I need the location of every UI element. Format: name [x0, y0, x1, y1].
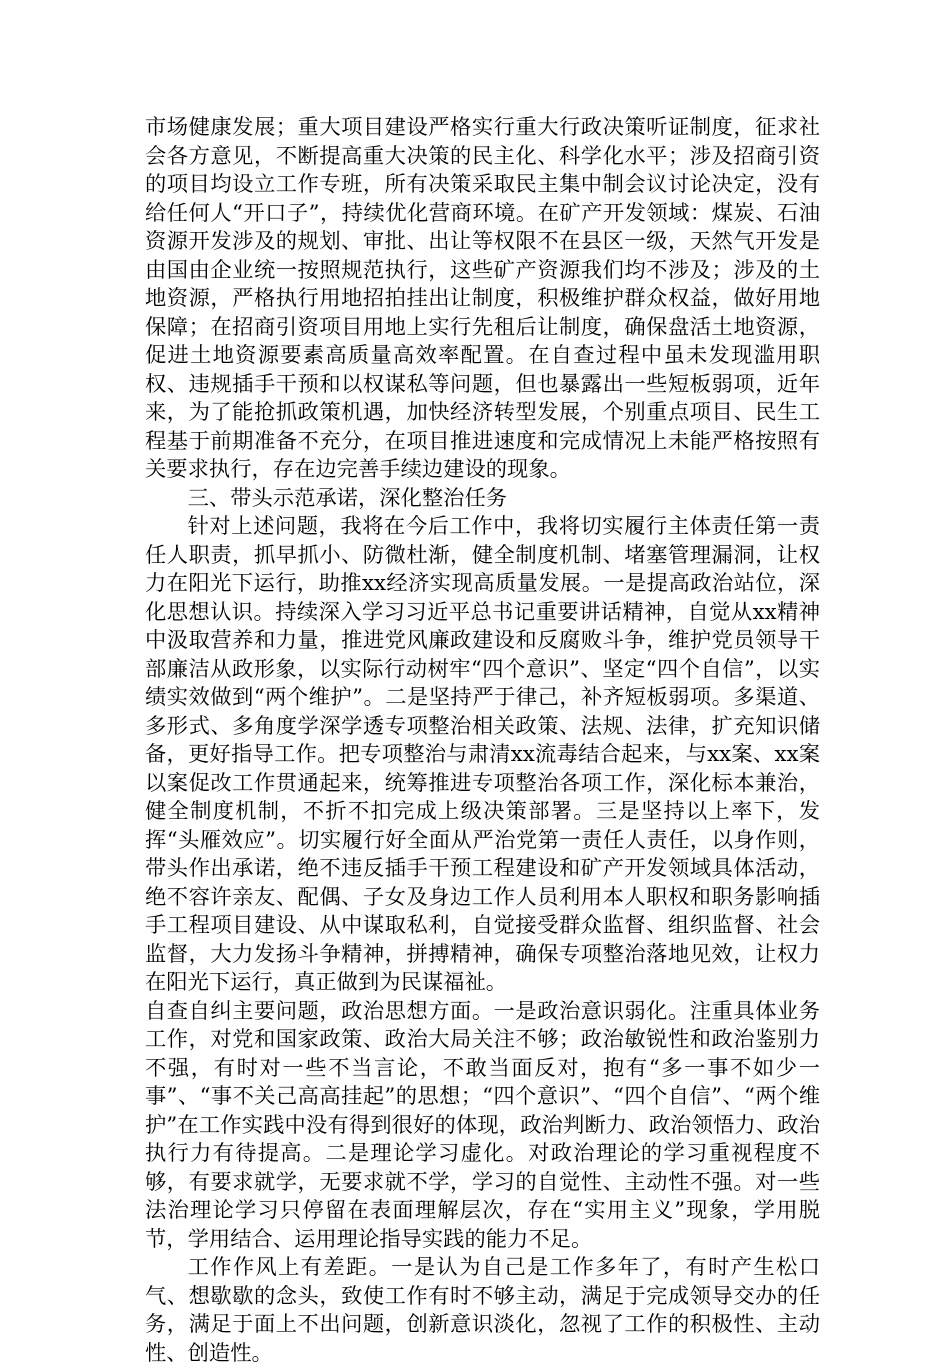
document-body	[145, 114, 820, 1368]
section-heading-commitment: 三、带头示范承诺，深化整治任务	[187, 485, 508, 511]
paragraph-market-development: 市场健康发展；重大项目建设严格实行重大行政决策听证制度，征求社会各方意见，不断提高重大决策的民主化、科学化水平；涉及招商引资的项目均设立工作专班，所有决策采取民主集中制会议讨论决定，没有给任何人“开口子”，持续优化营商环境。在矿产开发领域：煤炭、石油资源开发涉及的规划、审批、出让等权限不在县区一级，天然气开发是由国由企业统一按照规范执行，这些矿产资源我们均不涉及；涉及的土地资源，严格执行用地招拍挂出让制度，积极维护群众权益，做好用地保障；在招商引资项目用地上实行先租后让制度，确保盘活土地资源，促进土地资源要素高质量高效率配置。在自查过程中虽未发现滥用职权、违规插手干预和以权谋私等问题，但也暴露出一些短板弱项，近年来，为了能抢抓政策机遇，加快经济转型发展，个别重点项目、民生工程基于前期准备不充分，在项目推进速度和完成情况上未能严格按照有关要求执行，存在边完善手续边建设的现象。	[145, 115, 820, 482]
paragraph-work-style: 工作作风上有差距。一是认为自己是工作多年了，有时产生松口气、想歇歇的念头，致使工作有时不够主动，满足于完成领导交办的任务，满足于面上不出问题，创新意识淡化，忽视了工作的积极性、主动性、创造性。	[145, 1255, 820, 1366]
paragraph-rectification-measures: 针对上述问题，我将在今后工作中，我将切实履行主体责任第一责任人职责，抓早抓小、防微杜渐，健全制度机制、堵塞管理漏洞，让权力在阳光下运行，助推xx经济实现高质量发展。一是提高政治站位，深化思想认识。持续深入学习习近平总书记重要讲话精神，自觉从xx精神中汲取营养和力量，推进党风廉政建设和反腐败斗争，维护党员领导干部廉洁从政形象，以实际行动树牢“四个意识”、坚定“四个自信”，以实绩实效做到“两个维护”。二是坚持严于律己，补齐短板弱项。多渠道、多形式、多角度学深学透专项整治相关政策、法规、法律，扩充知识储备，更好指导工作。把专项整治与肃清xx流毒结合起来，与xx案、xx案以案促改工作贯通起来，统筹推进专项整治各项工作，深化标本兼治，健全制度机制，不折不扣完成上级决策部署。三是坚持以上率下，发挥“头雁效应”。切实履行好全面从严治党第一责任人责任，以身作则，带头作出承诺，绝不违反插手干预工程建设和矿产开发领域具体活动，绝不容许亲友、配偶、子女及身边工作人员利用本人职权和职务影响插手工程项目建设、从中谋取私利，自觉接受群众监督、组织监督、社会监督，大力发扬斗争精神，拼搏精神，确保专项整治落地见效，让权力在阳光下运行，真正做到为民谋福祉。	[145, 514, 820, 995]
paragraph-self-inspection-problems: 自查自纠主要问题，政治思想方面。一是政治意识弱化。注重具体业务工作，对党和国家政策、政治大局关注不够；政治敏锐性和政治鉴别力不强，有时对一些不当言论，不敢当面反对，抱有“多一事不如少一事”、“事不关己高高挂起”的思想；“四个意识”、“四个自信”、“两个维护”在工作实践中没有得到很好的体现，政治判断力、政治领悟力、政治执行力有待提高。二是理论学习虚化。对政治理论的学习重视程度不够，有要求就学，无要求就不学，学习的自觉性、主动性不强。对一些法治理论学习只停留在表面理解层次，存在“实用主义”现象，学用脱节，学用结合、运用理论指导实践的能力不足。	[145, 998, 820, 1252]
